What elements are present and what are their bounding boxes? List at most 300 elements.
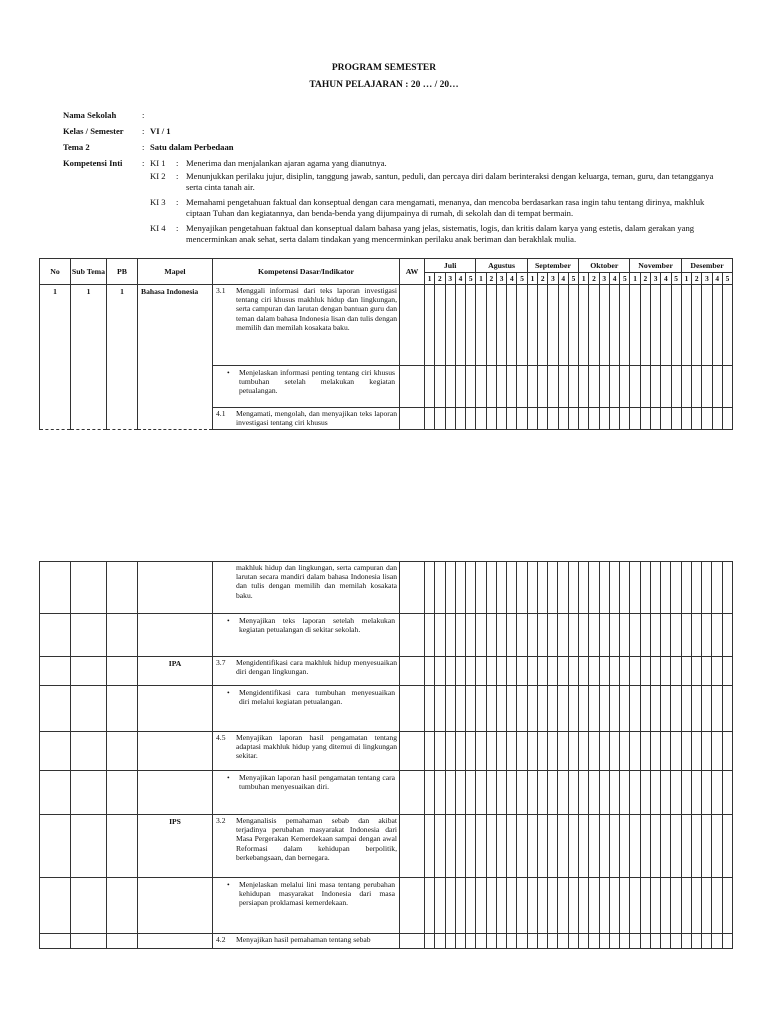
week-cell xyxy=(496,408,506,430)
week-cell xyxy=(486,934,496,949)
week-cell xyxy=(691,878,701,934)
header-no: No xyxy=(40,259,71,285)
week-cell xyxy=(507,878,517,934)
week-cell xyxy=(691,686,701,732)
week-cell xyxy=(507,771,517,815)
week-cell xyxy=(425,614,435,657)
week-cell xyxy=(681,285,691,366)
table-row xyxy=(40,934,733,949)
aw-cell xyxy=(400,732,425,771)
row-subtema xyxy=(71,657,107,686)
week-cell xyxy=(722,657,732,686)
week-cell xyxy=(640,614,650,657)
week-cell xyxy=(455,408,465,430)
week-cell xyxy=(589,878,599,934)
week-cell xyxy=(702,732,712,771)
week-cell xyxy=(702,614,712,657)
week-cell xyxy=(425,657,435,686)
ki-text: Menyajikan pengetahuan faktual dan konseptual dalam bahasa yang jelas, sistematis, logis, dan kritis dalam karya yang estetis, dalam gerakan yang mencerminkan anak sehat, serta dalam tindakan yang mencerminkan perilaku anak beriman dan berakhlak mulia. xyxy=(186,223,695,244)
week-cell xyxy=(722,815,732,878)
week-cell xyxy=(630,562,640,614)
week-cell xyxy=(702,815,712,878)
week-cell xyxy=(609,408,619,430)
week-cell xyxy=(599,771,609,815)
week-cell xyxy=(609,366,619,408)
week-cell xyxy=(671,732,681,771)
week-cell xyxy=(558,657,568,686)
row-mapel: IPA xyxy=(138,657,213,686)
week-cell xyxy=(425,771,435,815)
row-pb: 1 xyxy=(107,285,138,430)
week-cell xyxy=(527,732,537,771)
week-cell xyxy=(609,285,619,366)
week-cell xyxy=(548,614,558,657)
week-cell xyxy=(548,732,558,771)
week-cell xyxy=(568,934,578,949)
kd-text: Mengamati, mengolah, dan menyajikan teks laporan investigasi tentang ciri khusus xyxy=(236,409,397,428)
week-cell xyxy=(692,285,702,366)
week-cell xyxy=(609,815,619,878)
header-week: 3 xyxy=(548,273,558,285)
week-cell xyxy=(537,934,547,949)
week-cell xyxy=(599,614,609,657)
week-cell xyxy=(671,614,681,657)
row-mapel xyxy=(138,614,213,657)
header-week: 2 xyxy=(692,273,702,285)
kd-number xyxy=(216,563,236,600)
kd-cell xyxy=(213,562,400,614)
week-cell xyxy=(640,771,650,815)
header-week: 4 xyxy=(455,273,465,285)
week-cell xyxy=(599,815,609,878)
week-cell xyxy=(507,686,517,732)
row-pb xyxy=(107,657,138,686)
week-cell xyxy=(630,614,640,657)
colon: : xyxy=(176,223,179,233)
row-subtema xyxy=(71,732,107,771)
week-cell xyxy=(712,657,722,686)
week-cell xyxy=(630,657,640,686)
week-cell xyxy=(702,934,712,949)
week-cell xyxy=(455,732,465,771)
week-cell xyxy=(486,771,496,815)
kd-text: Menganalisis pemahaman sebab dan akibat terjadinya perubahan masyarakat Indonesia dari Masa Pergerakan Kemerdekaan sampai dengan awal Reformasi dalam kehidupan berpolitik, berkebangsaan, dan bernegara. xyxy=(236,816,397,862)
week-cell xyxy=(620,366,630,408)
week-cell xyxy=(445,614,455,657)
colon: : xyxy=(142,142,145,152)
table-row xyxy=(40,657,733,686)
kd-text: Menyajikan hasil pemahaman tentang sebab xyxy=(236,935,371,944)
week-cell xyxy=(661,815,671,878)
week-cell xyxy=(620,285,630,366)
week-cell xyxy=(445,562,455,614)
week-cell xyxy=(671,285,681,366)
ki-text: Memahami pengetahuan faktual dan konseptual dengan cara mengamati, menanya, dan mencoba berdasarkan rasa ingin tahu tentang dirinya, makhluk ciptaan Tuhan dan kegiatannya, dan benda-benda yang dijumpainya di rumah, di sekolah dan di tempat bermain. xyxy=(186,197,705,218)
kd-number: 3.2 xyxy=(216,816,226,825)
week-cell xyxy=(599,934,609,949)
week-cell xyxy=(466,732,476,771)
week-cell xyxy=(507,408,517,430)
header-week: 5 xyxy=(722,273,732,285)
week-cell xyxy=(548,934,558,949)
week-cell xyxy=(650,815,660,878)
week-cell xyxy=(671,366,681,408)
week-cell xyxy=(681,815,691,878)
row-no xyxy=(40,934,71,949)
week-cell xyxy=(527,366,537,408)
week-cell xyxy=(640,815,650,878)
core-competence-label: Kompetensi Inti xyxy=(63,158,123,168)
week-cell xyxy=(435,771,445,815)
week-cell xyxy=(425,878,435,934)
theme-row xyxy=(63,142,723,153)
aw-cell xyxy=(400,771,425,815)
row-mapel xyxy=(138,878,213,934)
week-cell xyxy=(466,815,476,878)
aw-cell xyxy=(400,686,425,732)
document-title: PROGRAM SEMESTER xyxy=(331,63,437,73)
header-month: Oktober xyxy=(579,259,630,273)
week-cell xyxy=(630,934,640,949)
week-cell xyxy=(568,285,578,366)
week-cell xyxy=(517,771,527,815)
week-cell xyxy=(517,878,527,934)
week-cell xyxy=(517,732,527,771)
week-cell xyxy=(548,285,558,366)
week-cell xyxy=(589,408,599,430)
week-cell xyxy=(630,366,640,408)
week-cell xyxy=(527,408,537,430)
week-cell xyxy=(609,562,619,614)
week-cell xyxy=(568,366,578,408)
week-cell xyxy=(486,657,496,686)
week-cell xyxy=(466,408,476,430)
week-cell xyxy=(466,614,476,657)
week-cell xyxy=(537,657,547,686)
week-cell xyxy=(661,878,671,934)
week-cell xyxy=(650,878,660,934)
week-cell xyxy=(476,657,486,686)
week-cell xyxy=(712,878,722,934)
week-cell xyxy=(425,285,435,366)
week-cell xyxy=(681,771,691,815)
week-cell xyxy=(599,366,609,408)
week-cell xyxy=(548,408,558,430)
week-cell xyxy=(496,732,506,771)
week-cell xyxy=(517,408,527,430)
row-mapel xyxy=(138,771,213,815)
week-cell xyxy=(507,366,517,408)
header-week: 2 xyxy=(589,273,599,285)
week-cell xyxy=(722,285,732,366)
week-cell xyxy=(579,408,589,430)
week-cell xyxy=(691,657,701,686)
week-cell xyxy=(712,815,722,878)
week-cell xyxy=(496,657,506,686)
header-month: Desember xyxy=(681,259,732,273)
week-cell xyxy=(650,771,660,815)
week-cell xyxy=(568,408,578,430)
week-cell xyxy=(476,408,486,430)
header-week: 5 xyxy=(671,273,681,285)
week-cell xyxy=(455,285,465,366)
table-row xyxy=(40,614,733,657)
week-cell xyxy=(578,657,588,686)
week-cell xyxy=(620,408,630,430)
week-cell xyxy=(455,366,465,408)
week-cell xyxy=(578,686,588,732)
week-cell xyxy=(620,934,630,949)
week-cell xyxy=(527,878,537,934)
week-cell xyxy=(640,366,650,408)
week-cell xyxy=(537,815,547,878)
indicator-cell xyxy=(213,614,400,657)
week-cell xyxy=(455,614,465,657)
week-cell xyxy=(702,408,712,430)
kd-number: 4.2 xyxy=(216,935,226,944)
week-cell xyxy=(425,408,435,430)
theme-value: Satu dalam Perbedaan xyxy=(150,142,234,152)
row-pb xyxy=(107,614,138,657)
week-cell xyxy=(609,771,619,815)
week-cell xyxy=(455,657,465,686)
week-cell xyxy=(609,878,619,934)
week-cell xyxy=(640,285,650,366)
ki-4 xyxy=(150,223,723,245)
week-cell xyxy=(722,771,732,815)
week-cell xyxy=(496,366,506,408)
week-cell xyxy=(650,562,660,614)
header-week: 2 xyxy=(538,273,548,285)
week-cell xyxy=(476,562,486,614)
header-month: November xyxy=(630,259,681,273)
row-no xyxy=(40,771,71,815)
week-cell xyxy=(589,285,599,366)
week-cell xyxy=(568,562,578,614)
indicator-text: Menyajikan laporan hasil pengamatan tentang cara tumbuhan menyesuaikan diri. xyxy=(239,773,395,792)
week-cell xyxy=(578,732,588,771)
week-cell xyxy=(507,732,517,771)
kd-cell xyxy=(213,732,400,771)
row-subtema xyxy=(71,686,107,732)
row-no xyxy=(40,614,71,657)
week-cell xyxy=(445,878,455,934)
header-week: 4 xyxy=(558,273,568,285)
ki-3 xyxy=(150,197,723,219)
bullet-mark: • xyxy=(227,880,230,889)
week-cell xyxy=(650,686,660,732)
week-cell xyxy=(548,771,558,815)
week-cell xyxy=(681,686,691,732)
week-cell xyxy=(537,732,547,771)
week-cell xyxy=(650,732,660,771)
week-cell xyxy=(537,686,547,732)
week-cell xyxy=(466,934,476,949)
row-mapel xyxy=(138,686,213,732)
week-cell xyxy=(650,934,660,949)
week-cell xyxy=(712,285,722,366)
header-week: 4 xyxy=(609,273,619,285)
week-cell xyxy=(620,815,630,878)
table-row xyxy=(40,562,733,614)
week-cell xyxy=(671,686,681,732)
week-cell xyxy=(661,934,671,949)
week-cell xyxy=(609,657,619,686)
week-cell xyxy=(661,614,671,657)
colon: : xyxy=(176,158,179,168)
week-cell xyxy=(671,934,681,949)
week-cell xyxy=(568,878,578,934)
header-month: Juli xyxy=(425,259,476,273)
week-cell xyxy=(527,562,537,614)
week-cell xyxy=(466,657,476,686)
week-cell xyxy=(609,686,619,732)
week-cell xyxy=(496,878,506,934)
indicator-text: Menyajikan teks laporan setelah melakukan kegiatan petualangan di sekitar sekolah. xyxy=(239,616,395,635)
header-week: 4 xyxy=(507,273,517,285)
week-cell xyxy=(681,732,691,771)
week-cell xyxy=(507,934,517,949)
row-pb xyxy=(107,815,138,878)
week-cell xyxy=(496,614,506,657)
week-cell xyxy=(486,366,496,408)
week-cell xyxy=(599,562,609,614)
week-cell xyxy=(589,366,599,408)
week-cell xyxy=(466,878,476,934)
ki-1 xyxy=(150,158,723,169)
week-cell xyxy=(681,878,691,934)
week-cell xyxy=(702,878,712,934)
week-cell xyxy=(620,686,630,732)
week-cell xyxy=(568,771,578,815)
week-cell xyxy=(589,732,599,771)
week-cell xyxy=(558,878,568,934)
week-cell xyxy=(702,562,712,614)
ki-label: KI 1 xyxy=(150,158,166,168)
header-mapel: Mapel xyxy=(138,259,213,285)
program-table-page-2 xyxy=(39,561,733,949)
week-cell xyxy=(702,686,712,732)
week-cell xyxy=(435,878,445,934)
week-cell xyxy=(476,815,486,878)
week-cell xyxy=(691,614,701,657)
week-cell xyxy=(630,815,640,878)
week-cell xyxy=(722,686,732,732)
header-pb: PB xyxy=(107,259,138,285)
week-cell xyxy=(712,366,722,408)
kd-text: Menggali informasi dari teks laporan investigasi tentang ciri khusus makhluk hidup dan lingkungan, serta campuran dan larutan dengan bantuan guru dan teman dalam bahasa Indonesia lisan dan tulis dengan memilih dan memilah kosakata baku. xyxy=(236,286,397,332)
header-week: 5 xyxy=(568,273,578,285)
week-cell xyxy=(496,562,506,614)
week-cell xyxy=(496,815,506,878)
week-cell xyxy=(661,686,671,732)
bullet-mark: • xyxy=(227,773,230,782)
week-cell xyxy=(537,614,547,657)
week-cell xyxy=(538,366,548,408)
week-cell xyxy=(455,934,465,949)
week-cell xyxy=(548,878,558,934)
week-cell xyxy=(558,771,568,815)
week-cell xyxy=(527,934,537,949)
week-cell xyxy=(681,408,691,430)
header-week: 3 xyxy=(702,273,712,285)
week-cell xyxy=(579,366,589,408)
kd-number: 3.1 xyxy=(216,286,226,295)
week-cell xyxy=(702,657,712,686)
kd-cell xyxy=(213,815,400,878)
week-cell xyxy=(486,732,496,771)
week-cell xyxy=(702,366,712,408)
kd-number: 3.7 xyxy=(216,658,226,667)
week-cell xyxy=(507,815,517,878)
bullet-mark: • xyxy=(227,688,230,697)
week-cell xyxy=(507,657,517,686)
document-subtitle: TAHUN PELAJARAN : 20 … / 20… xyxy=(309,80,459,90)
week-cell xyxy=(620,562,630,614)
week-cell xyxy=(425,815,435,878)
indicator-text: Menjelaskan informasi penting tentang ciri khusus tumbuhan setelah melakukan kegiatan petualangan. xyxy=(239,368,395,396)
indicator-cell xyxy=(213,686,400,732)
week-cell xyxy=(630,686,640,732)
week-cell xyxy=(609,732,619,771)
week-cell xyxy=(558,408,568,430)
kd-text: Menyajikan laporan hasil pengamatan tentang adaptasi makhluk hidup yang ditemui di lingkungan sekitar. xyxy=(236,733,397,761)
week-cell xyxy=(558,366,568,408)
week-cell xyxy=(527,285,537,366)
theme-label: Tema 2 xyxy=(63,142,90,152)
week-cell xyxy=(517,562,527,614)
week-cell xyxy=(558,614,568,657)
week-cell xyxy=(517,366,527,408)
indicator-text: Menjelaskan melalui lini masa tentang perubahan kehidupan masyarakat Indonesia dari masa persiapan proklamasi kemerdekaan. xyxy=(239,880,395,908)
colon: : xyxy=(142,110,145,120)
week-cell xyxy=(517,686,527,732)
header-aw: AW xyxy=(400,259,425,285)
week-cell xyxy=(476,614,486,657)
header-week: 1 xyxy=(579,273,589,285)
week-cell xyxy=(589,686,599,732)
week-cell xyxy=(702,285,712,366)
week-cell xyxy=(548,686,558,732)
week-cell xyxy=(650,285,660,366)
row-subtema xyxy=(71,614,107,657)
week-cell xyxy=(466,366,476,408)
row-mapel xyxy=(138,934,213,949)
table-row xyxy=(40,285,733,366)
week-cell xyxy=(579,285,589,366)
row-pb xyxy=(107,771,138,815)
week-cell xyxy=(578,934,588,949)
week-cell xyxy=(445,732,455,771)
week-cell xyxy=(578,815,588,878)
row-subtema xyxy=(71,815,107,878)
header-week: 3 xyxy=(445,273,455,285)
week-cell xyxy=(455,686,465,732)
header-week: 5 xyxy=(620,273,630,285)
ki-text: Menunjukkan perilaku jujur, disiplin, tanggung jawab, santun, peduli, dan percaya diri dalam berinteraksi dengan keluarga, teman, guru, dan tetangganya serta cinta tanah air. xyxy=(186,171,714,192)
header-week: 2 xyxy=(640,273,650,285)
row-pb xyxy=(107,934,138,949)
header-week: 1 xyxy=(476,273,486,285)
kd-cell xyxy=(213,934,400,949)
bullet-mark: • xyxy=(227,368,230,377)
week-cell xyxy=(455,878,465,934)
row-pb xyxy=(107,732,138,771)
week-cell xyxy=(640,408,650,430)
week-cell xyxy=(568,686,578,732)
school-info xyxy=(63,110,723,245)
row-pb xyxy=(107,686,138,732)
